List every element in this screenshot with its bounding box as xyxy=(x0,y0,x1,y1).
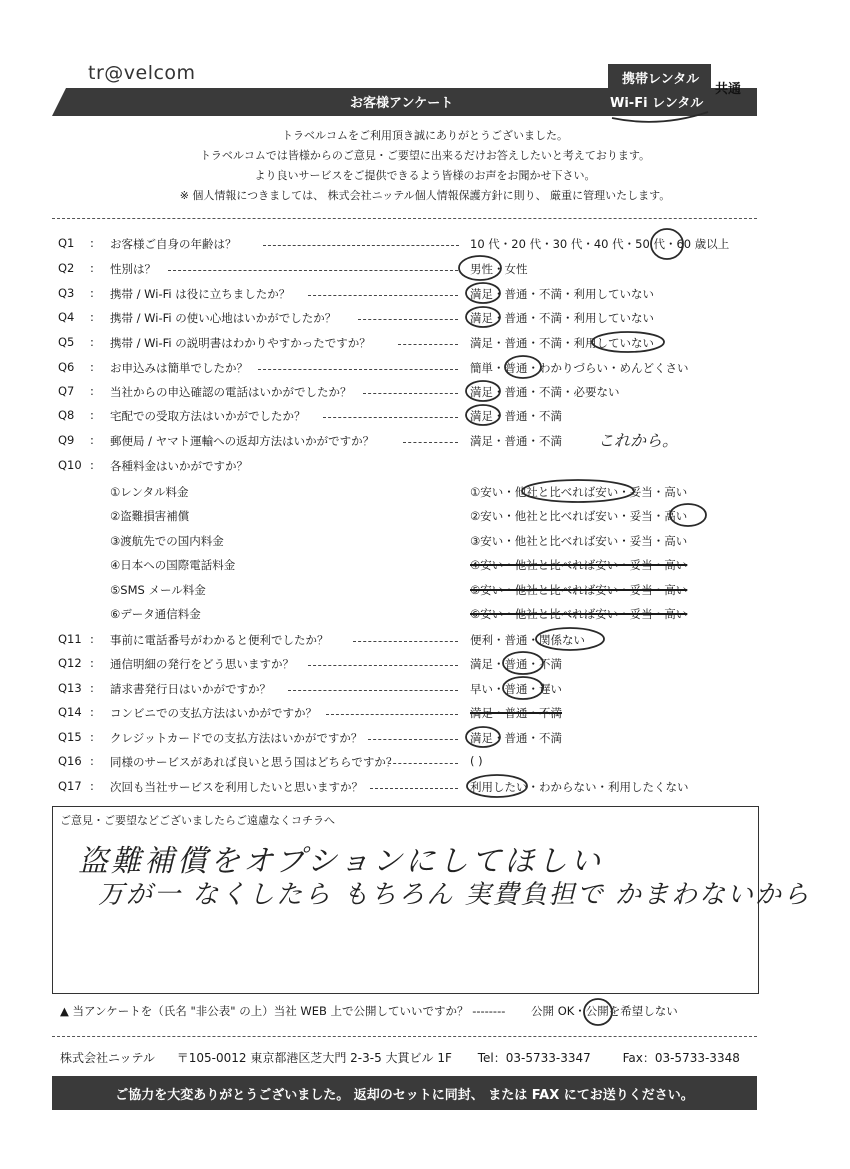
question-number: Q2 xyxy=(58,261,75,275)
question-options[interactable]: 満足・普通・不満・利用していない xyxy=(470,336,654,350)
question-text: クレジットカードでの支払方法はいかがですか？ xyxy=(110,731,363,745)
question-number: Q14 xyxy=(58,705,82,719)
question-text: コンビニでの支払方法はいかがですか？ xyxy=(110,706,317,720)
footer-contact xyxy=(60,1049,740,1066)
question-text: 郵便局 / ヤマト運輸への返却方法はいかがですか？ xyxy=(110,434,375,448)
divider xyxy=(52,218,757,219)
question-text: 通信明細の発行をどう思いますか？ xyxy=(110,657,294,671)
question-number: Q12 xyxy=(58,656,82,670)
logo: tr@velcom xyxy=(88,62,196,84)
q10-options-intl[interactable]: ④安い・他社と比べれば安い・妥当・高い xyxy=(470,558,688,572)
question-text: 携帯 / Wi-Fi の使い心地はいかがでしたか？ xyxy=(110,311,337,325)
q10-item-insurance: ②盗難損害補償 xyxy=(110,509,190,523)
q10-item-data: ⑥データ通信料金 xyxy=(110,607,201,621)
service-label-phone: 携帯レンタル xyxy=(622,72,700,87)
question-options[interactable]: 満足・普通・不満 xyxy=(470,434,562,448)
question-text: 性別は？ xyxy=(110,262,156,276)
q10-item-rental: ①レンタル料金 xyxy=(110,485,189,499)
question-text: 携帯 / Wi-Fi の説明書はわかりやすかったですか？ xyxy=(110,336,371,350)
footer-fax: Fax：03-5733-3348 xyxy=(622,1051,740,1065)
question-text: 当社からの申込確認の電話はいかがでしたか？ xyxy=(110,385,352,399)
question-options[interactable]: 早い・普通・遅い xyxy=(470,682,562,696)
handwritten-comment-line-2: 万が一 なくしたら もちろん 実費負担で かまわないから xyxy=(98,880,812,910)
question-options[interactable]: 満足・普通・不満 xyxy=(470,409,562,423)
question-number: Q9 xyxy=(58,433,75,447)
question-text: 請求書発行日はいかがですか？ xyxy=(110,682,271,696)
question-text: 同様のサービスがあれば良いと思う国はどちらですか？ xyxy=(110,755,398,769)
handwritten-note: これから。 xyxy=(598,431,679,450)
footer-company: 株式会社ニッテル xyxy=(60,1051,155,1065)
q10-options-sms[interactable]: ⑤安い・他社と比べれば安い・妥当・高い xyxy=(470,583,688,597)
question-number: Q11 xyxy=(58,632,82,646)
question-number: Q1 xyxy=(58,236,75,250)
handwritten-comment-line-1: 盗難補償をオプションにしてほしい xyxy=(78,844,604,879)
question-number: Q15 xyxy=(58,730,82,744)
closing-text: ご協力を大変ありがとうございました。 返却のセットに同封、 または FAX にてお送りください。 xyxy=(115,1088,694,1103)
question-options[interactable]: 簡単・普通・わかりづらい・めんどくさい xyxy=(470,361,689,375)
question-number: Q17 xyxy=(58,779,82,793)
question-number: Q4 xyxy=(58,310,75,324)
publish-consent xyxy=(60,1003,678,1019)
question-options[interactable]: 満足・普通・不満・利用していない xyxy=(470,287,654,301)
question-text: お客様ご自身の年齢は？ xyxy=(110,237,237,251)
question-text: 宅配での受取方法はいかがでしたか？ xyxy=(110,409,306,423)
question-number: Q6 xyxy=(58,360,75,374)
service-label-wifi: Wi-Fi レンタル xyxy=(610,96,704,111)
question-number: Q10 xyxy=(58,458,82,472)
question-text: 携帯 / Wi-Fi は役に立ちましたか？ xyxy=(110,287,291,301)
q10-options-local[interactable]: ③安い・他社と比べれば安い・妥当・高い xyxy=(470,534,688,548)
intro-line-2: トラベルコムでは皆様からのご意見・ご要望に出来るだけお答えしたいと考えております。 xyxy=(199,149,651,162)
question-number: Q7 xyxy=(58,384,75,398)
question-options[interactable]: 満足・普通・不満 xyxy=(470,657,562,671)
page-title: お客様アンケート xyxy=(350,96,454,111)
q10-item-intl: ④日本への国際電話料金 xyxy=(110,558,236,572)
question-options[interactable]: 10 代・20 代・30 代・40 代・50 代・60 歳以上 xyxy=(470,237,730,251)
question-number: Q16 xyxy=(58,754,82,768)
question-options[interactable]: 便利・普通・関係ない xyxy=(470,633,585,647)
q10-options-insurance[interactable]: ②安い・他社と比べれば安い・妥当・高い xyxy=(470,509,688,523)
question-number: Q3 xyxy=(58,286,75,300)
question-options[interactable]: 満足・普通・不満 xyxy=(470,706,562,720)
comment-label: ご意見・ご要望などございましたらご遠慮なくコチラへ xyxy=(60,814,335,827)
q10-item-sms: ⑤SMS メール料金 xyxy=(110,583,206,597)
publish-question: ▲ 当アンケートを（氏名 "非公表" の上）当社 WEB 上で公開していいですか？ -------- xyxy=(60,1004,506,1018)
intro-line-3: より良いサービスをご提供できるよう皆様のお声をお聞かせ下さい。 xyxy=(254,169,596,182)
question-text: 次回も当社サービスを利用したいと思いますか？ xyxy=(110,780,363,794)
footer-tel: Tel：03-5733-3347 xyxy=(477,1051,591,1065)
question-text: 事前に電話番号がわかると便利でしたか？ xyxy=(110,633,329,647)
intro-line-1: トラベルコムをご利用頂き誠にありがとうございました。 xyxy=(282,129,568,142)
question-options[interactable]: 利用したい・わからない・利用したくない xyxy=(470,780,689,794)
question-text: お申込みは簡単でしたか？ xyxy=(110,361,248,375)
q10-options-data[interactable]: ⑥安い・他社と比べれば安い・妥当・高い xyxy=(470,607,688,621)
question-options[interactable]: 満足・普通・不満・利用していない xyxy=(470,311,654,325)
question-options[interactable]: ( ) xyxy=(470,754,483,768)
question-text: 各種料金はいかがですか？ xyxy=(110,459,248,473)
question-options[interactable]: 男性・女性 xyxy=(470,262,528,276)
question-number: Q5 xyxy=(58,335,75,349)
question-number: Q13 xyxy=(58,681,82,695)
question-options[interactable]: 満足・普通・不満・必要ない xyxy=(470,385,620,399)
intro-line-4: ※ 個人情報につきましては、 株式会社ニッテル個人情報保護方針に則り、 厳重に管理いたします。 xyxy=(179,189,671,202)
q10-options-rental[interactable]: ①安い・他社と比べれば安い・妥当・高い xyxy=(470,485,688,499)
footer-address: 〒105-0012 東京都港区芝大門 2-3-5 大貫ビル 1F xyxy=(176,1051,452,1065)
divider xyxy=(52,1036,757,1037)
q10-item-local: ③渡航先での国内料金 xyxy=(110,534,224,548)
question-number: Q8 xyxy=(58,408,75,422)
question-options[interactable]: 満足・普通・不満 xyxy=(470,731,562,745)
publish-options[interactable]: 公開 OK・公開を希望しない xyxy=(531,1004,678,1018)
service-label-common: 共通 xyxy=(715,82,742,97)
